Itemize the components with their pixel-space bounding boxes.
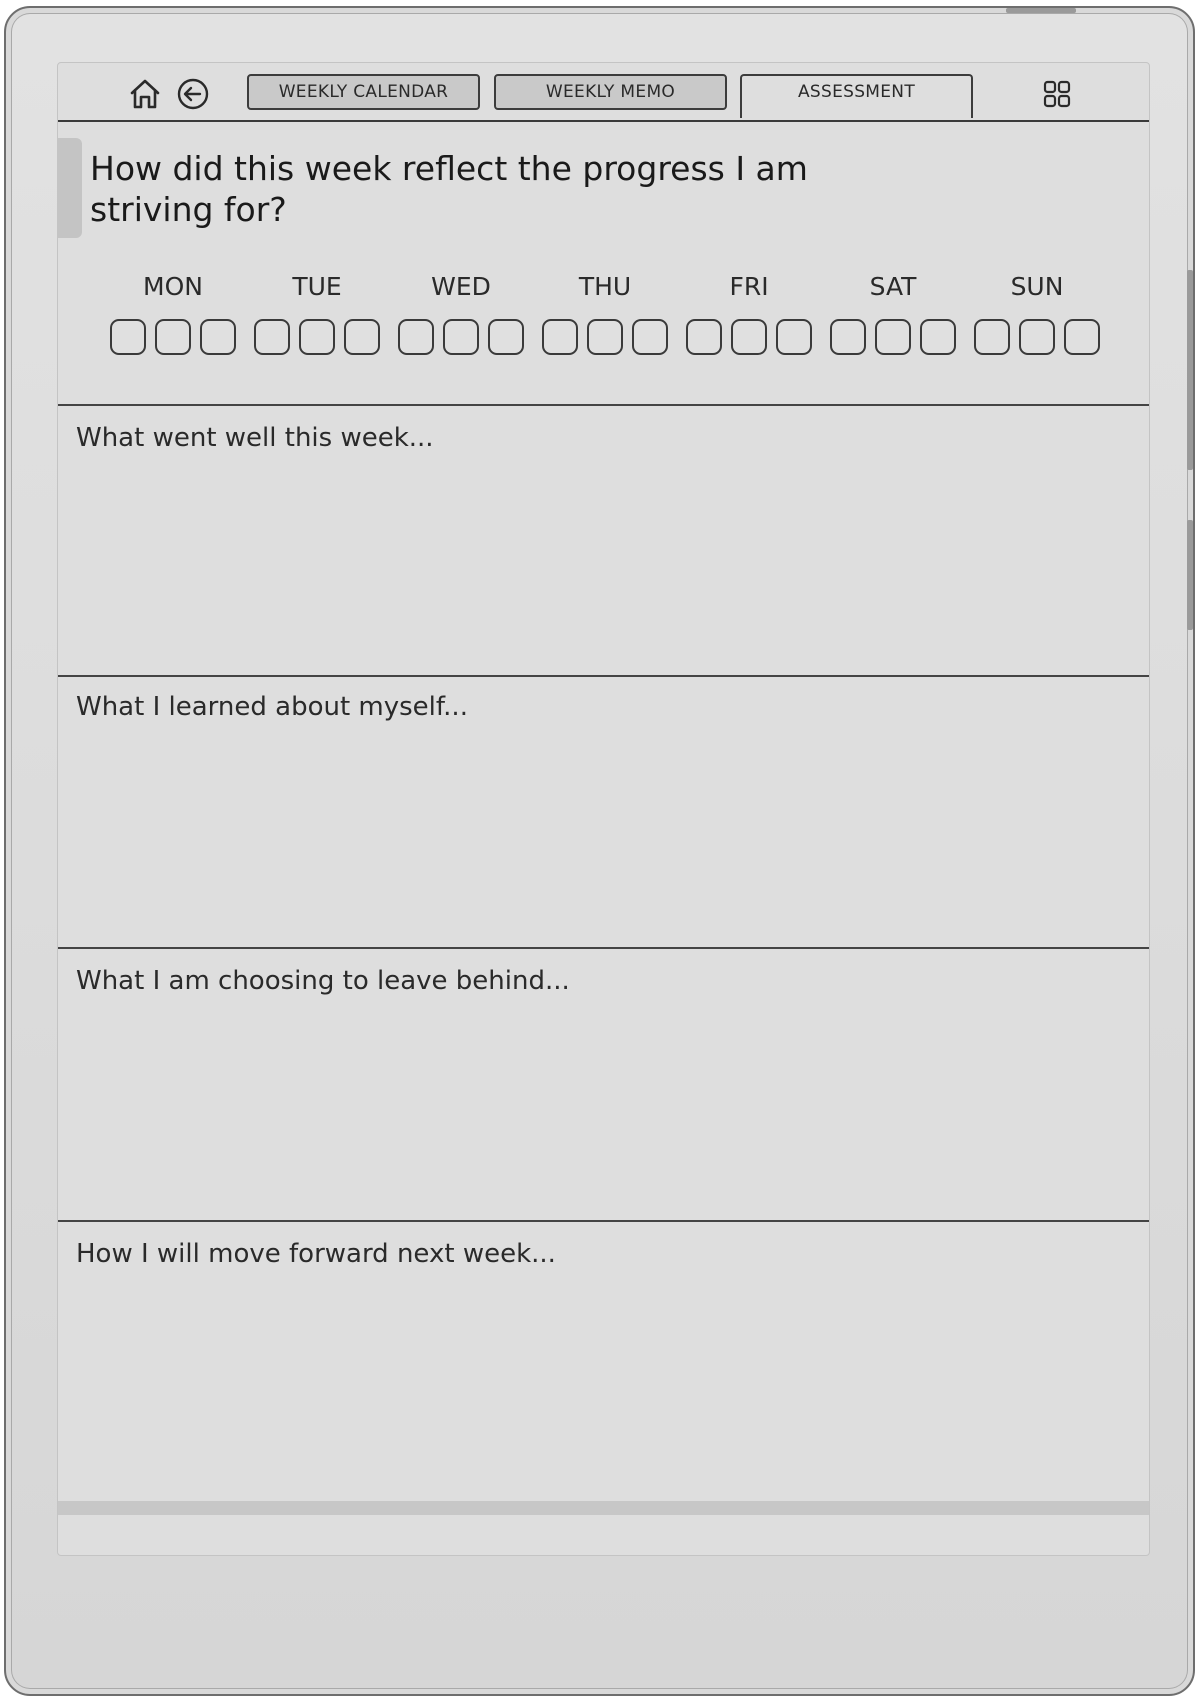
day-checkbox[interactable]: [731, 319, 767, 355]
day-checkbox[interactable]: [254, 319, 290, 355]
day-checkbox[interactable]: [920, 319, 956, 355]
day-column-thu: [542, 271, 668, 355]
day-checkbox[interactable]: [1064, 319, 1100, 355]
day-column-tue: [254, 271, 380, 355]
day-checkboxes: [254, 319, 380, 355]
page-title: How did this week reflect the progress I am striving for?: [90, 149, 808, 229]
side-button-lower: [1187, 520, 1193, 630]
day-checkboxes: [830, 319, 956, 355]
side-button-upper: [1187, 270, 1193, 470]
day-checkbox[interactable]: [155, 319, 191, 355]
day-column-sun: [974, 271, 1100, 355]
day-checkbox[interactable]: [443, 319, 479, 355]
day-checkbox[interactable]: [830, 319, 866, 355]
day-column-fri: [686, 271, 812, 355]
day-checkboxes: [398, 319, 524, 355]
section-divider: [58, 675, 1149, 677]
day-checkboxes: [686, 319, 812, 355]
bottom-bar: [58, 1501, 1149, 1515]
tab-weekly-memo[interactable]: WEEKLY MEMO: [494, 74, 727, 110]
screen: [57, 62, 1150, 1556]
grid-icon[interactable]: [1042, 79, 1072, 109]
day-checkbox[interactable]: [299, 319, 335, 355]
section-divider: [58, 404, 1149, 406]
day-checkbox[interactable]: [398, 319, 434, 355]
tab-weekly-calendar[interactable]: WEEKLY CALENDAR: [247, 74, 480, 110]
day-checkbox[interactable]: [776, 319, 812, 355]
prompt-move-forward: How I will move forward next week...: [76, 1239, 556, 1269]
prompt-went-well: What went well this week...: [76, 423, 434, 453]
day-column-wed: [398, 271, 524, 355]
day-checkbox[interactable]: [542, 319, 578, 355]
day-label: TUE: [292, 272, 342, 301]
scroll-handle[interactable]: [58, 138, 82, 238]
day-label: FRI: [729, 272, 769, 301]
home-icon[interactable]: [128, 77, 162, 111]
day-checkbox[interactable]: [1019, 319, 1055, 355]
prompt-leave-behind: What I am choosing to leave behind...: [76, 966, 570, 996]
toolbar-divider: [58, 120, 1149, 122]
day-checkbox[interactable]: [200, 319, 236, 355]
day-checkboxes: [110, 319, 236, 355]
section-divider: [58, 1220, 1149, 1222]
day-label: MON: [143, 272, 203, 301]
section-divider: [58, 947, 1149, 949]
day-checkboxes: [542, 319, 668, 355]
prompt-learned: What I learned about myself...: [76, 692, 468, 722]
back-arrow-icon[interactable]: [176, 77, 210, 111]
e-reader-device: [4, 6, 1195, 1696]
day-checkbox[interactable]: [632, 319, 668, 355]
day-checkbox[interactable]: [875, 319, 911, 355]
day-checkbox[interactable]: [587, 319, 623, 355]
day-column-sat: [830, 271, 956, 355]
toolbar: [58, 63, 1149, 121]
day-checkbox[interactable]: [488, 319, 524, 355]
day-label: THU: [578, 272, 632, 301]
day-label: WED: [431, 272, 491, 301]
day-checkbox[interactable]: [686, 319, 722, 355]
power-button: [1006, 8, 1076, 13]
tab-assessment[interactable]: ASSESSMENT: [740, 74, 973, 118]
day-checkboxes: [974, 319, 1100, 355]
day-label: SUN: [1010, 272, 1064, 301]
day-checkbox[interactable]: [344, 319, 380, 355]
day-checkbox[interactable]: [974, 319, 1010, 355]
day-label: SAT: [869, 272, 917, 301]
day-checkbox[interactable]: [110, 319, 146, 355]
day-column-mon: [110, 271, 236, 355]
